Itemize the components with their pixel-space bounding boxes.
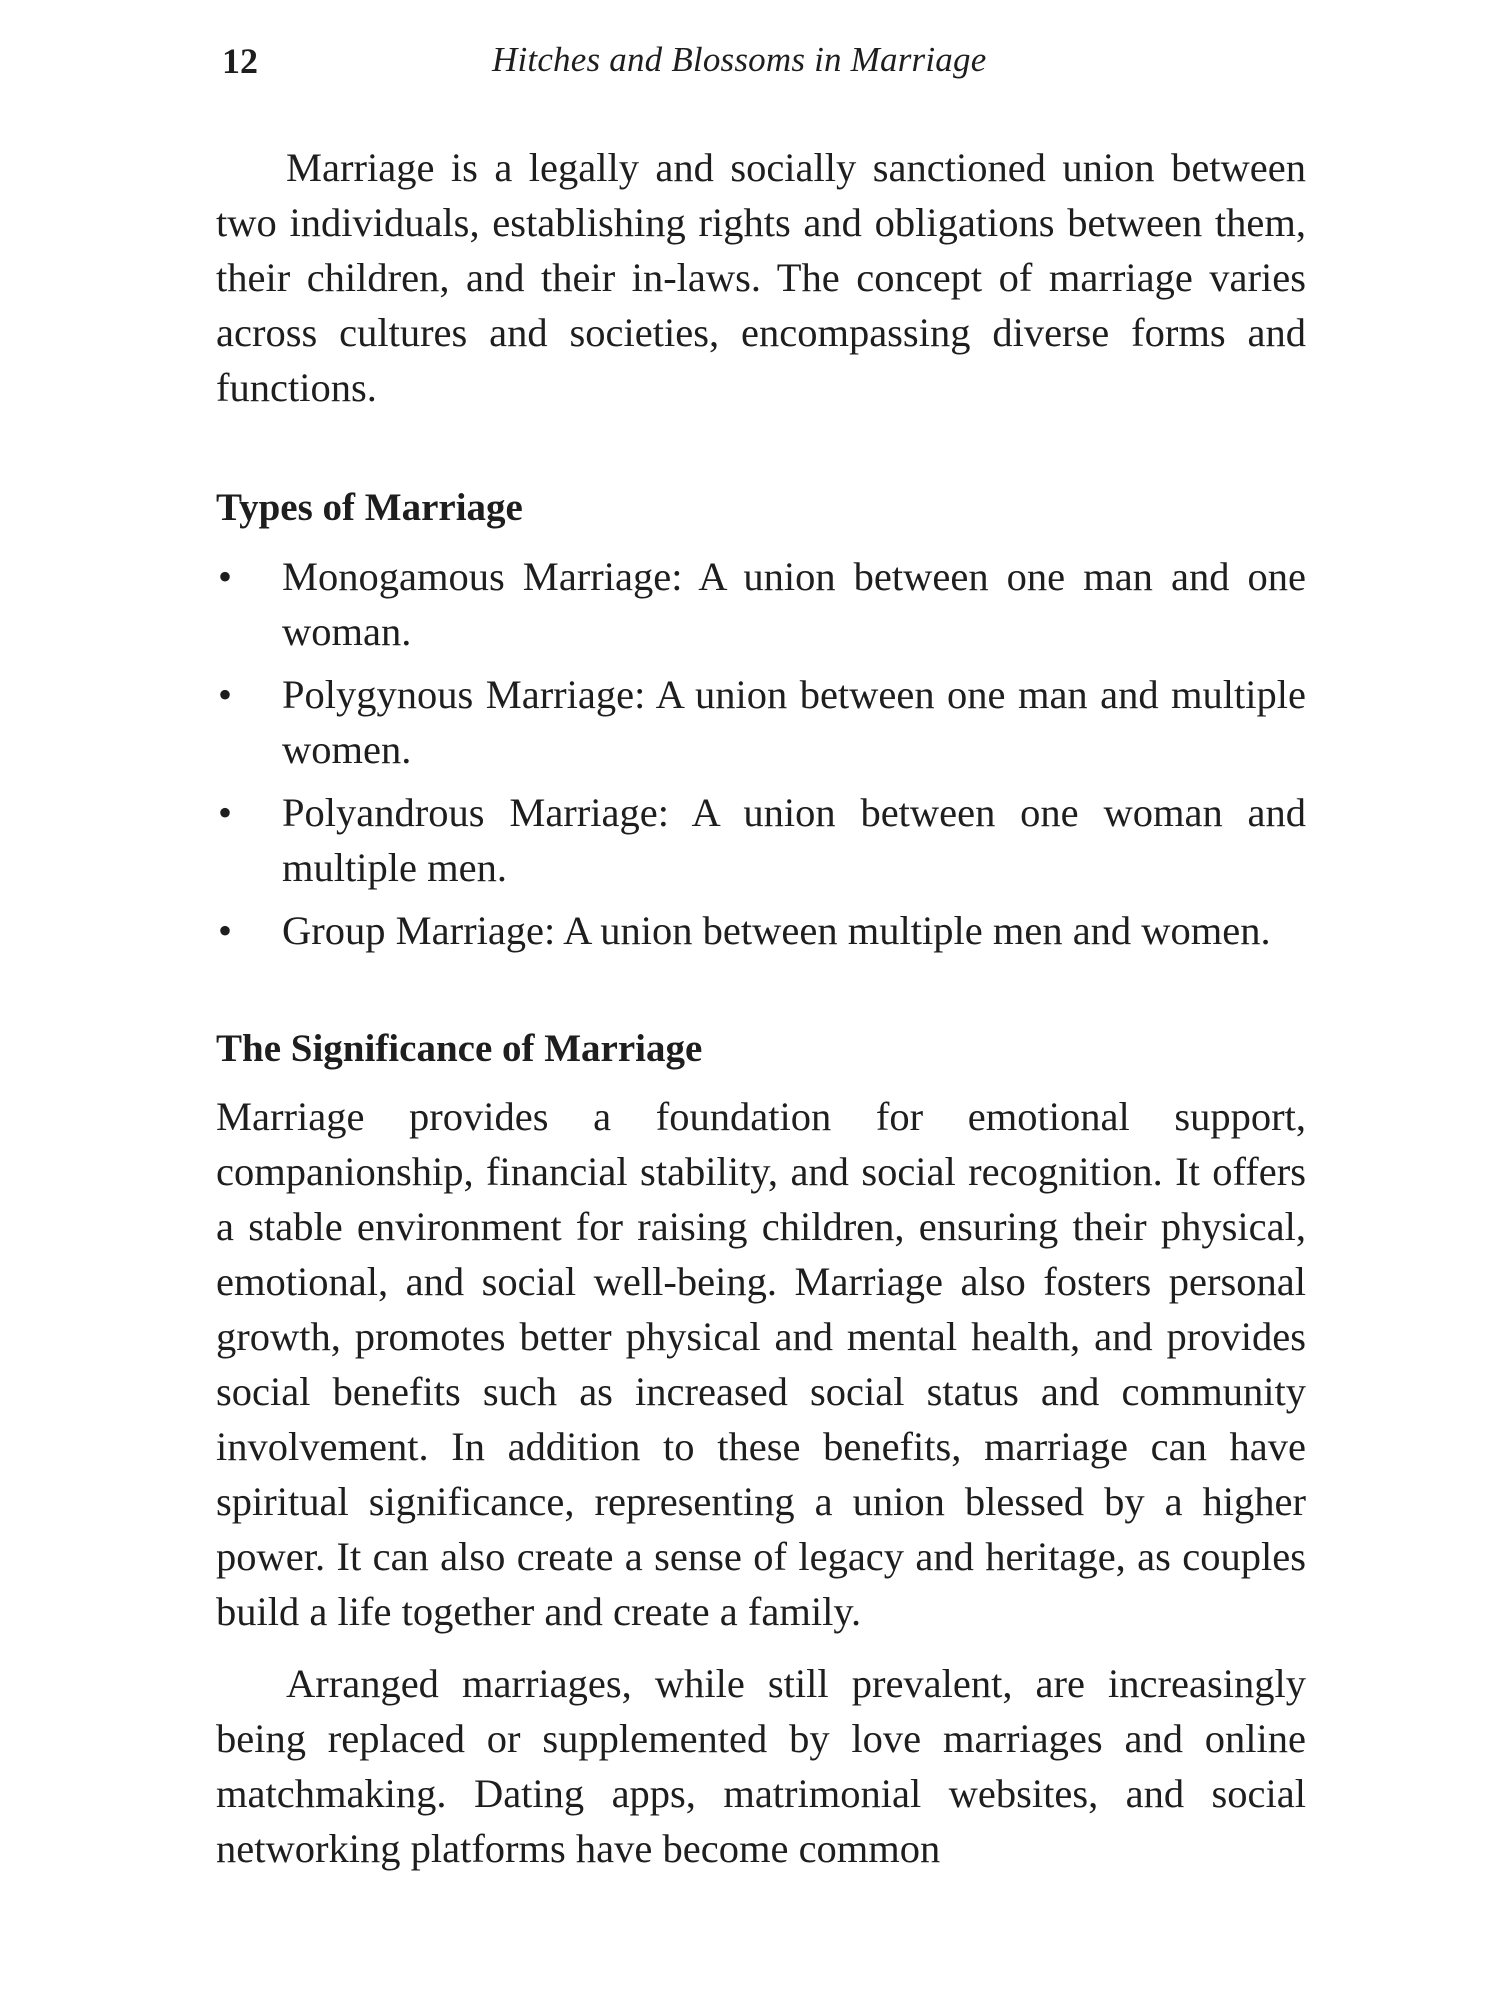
list-item-text: Group Marriage: A union between multiple men and women. [282, 908, 1271, 953]
page-body [216, 140, 1306, 1876]
types-heading: Types of Marriage [216, 486, 523, 529]
list-item [216, 785, 1306, 895]
list-item [216, 549, 1306, 659]
list-item-text: Polygynous Marriage: A union between one man and multiple women. [282, 672, 1306, 772]
arranged-marriage-paragraph: Arranged marriages, while still prevalent, are increasingly being replaced or supplemented by love marriages and online matchmaking. Dating apps, matrimonial websites, and social networking platforms have become common [216, 1661, 1306, 1871]
running-header [222, 36, 1302, 96]
bullet-icon: • [218, 554, 233, 599]
types-list [216, 549, 1306, 958]
list-item-text: Monogamous Marriage: A union between one man and one woman. [282, 554, 1306, 654]
intro-paragraph: Marriage is a legally and socially sanctioned union between two individuals, establishing rights and obligations between them, their children, and their in-laws. The concept of marriage varies across cultures and societies, encompassing diverse forms and functions. [216, 145, 1306, 410]
bullet-icon: • [218, 790, 233, 835]
significance-heading: The Significance of Marriage [216, 1027, 703, 1070]
list-item [216, 903, 1306, 958]
page-number: 12 [222, 41, 258, 81]
list-item-text: Polyandrous Marriage: A union between one woman and multiple men. [282, 790, 1306, 890]
significance-paragraph: Marriage provides a foundation for emotional support, companionship, financial stability, and social recognition. It offers a stable environment for raising children, ensuring their physical, emotional, and social well-being. Marriage also fosters personal growth, promotes better physical and mental health, and provides social benefits such as increased social status and community involvement. In addition to these benefits, marriage can have spiritual significance, representing a union blessed by a higher power. It can also create a sense of legacy and heritage, as couples build a life together and create a family. [216, 1094, 1306, 1634]
running-title: Hitches and Blossoms in Marriage [492, 40, 987, 79]
list-item [216, 667, 1306, 777]
bullet-icon: • [218, 908, 233, 953]
bullet-icon: • [218, 672, 233, 717]
